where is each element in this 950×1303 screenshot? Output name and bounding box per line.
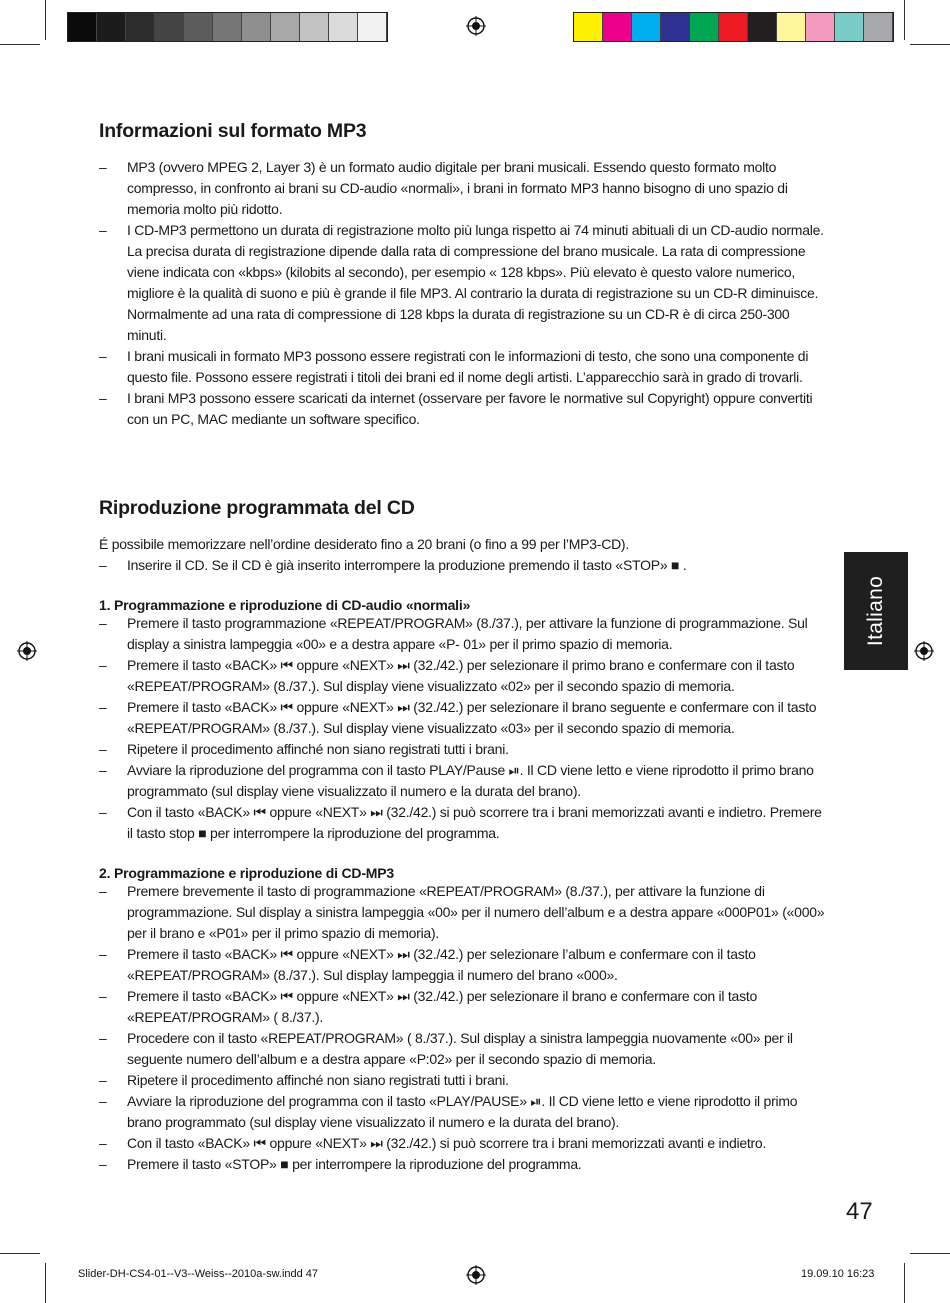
crop-mark (910, 44, 950, 45)
list-item: – Con il tasto «BACK» ⏮ oppure «NEXT» ⏭ (32./42.) si può scorrere tra i brani memorizzati avanti e indietro. Premere il tasto stop ■ per interrompere la riproduzione del programma. (99, 802, 826, 844)
list-item: – I brani musicali in formato MP3 possono essere registrati con le informazioni di testo, che sono una componente di questo file. Possono essere registrati i titoli dei brani ed il nome degli artisti. L’apparecchio sarà in grado di trovarli. (99, 346, 826, 388)
language-side-tab (844, 552, 908, 670)
cmyk-color-bar (573, 12, 894, 42)
intro-list (99, 555, 826, 576)
list-item: – Premere brevemente il tasto di programmazione «REPEAT/PROGRAM» (8./37.), per attivare la funzione di programmazione. Sul display a sinistra lampeggia «00» per il numero dell’album e a destra appare «000P01» («000» per il brano e «P01» per il primo spazio di memoria). (99, 881, 826, 944)
crop-mark (904, 1263, 905, 1303)
crop-mark (0, 44, 40, 45)
color-swatch (97, 13, 126, 41)
list-item: – I brani MP3 possono essere scaricati da internet (osservare per favore le normative sul Copyright) oppure convertiti con un PC, MAC mediante un software specifico. (99, 388, 826, 430)
registration-mark-icon (17, 641, 37, 661)
color-swatch (329, 13, 358, 41)
color-swatch (806, 13, 835, 41)
crop-mark (45, 1263, 46, 1303)
subsection-title: 2. Programmazione e riproduzione di CD-MP3 (99, 865, 394, 881)
intro-text: É possibile memorizzare nell’ordine desiderato fino a 20 brani (o fino a 99 per l’MP3-CD). (99, 536, 629, 552)
list-item: – Ripetere il procedimento affinché non siano registrati tutti i brani. (99, 1070, 826, 1091)
crop-mark (0, 1253, 40, 1254)
list-item: – Avviare la riproduzione del programma con il tasto PLAY/Pause ⏯. Il CD viene letto e viene riprodotto il primo brano programmato (sul display viene visualizzato il numero e la durata del brano). (99, 760, 826, 802)
list-item: – Premere il tasto «BACK» ⏮ oppure «NEXT» ⏭ (32./42.) per selezionare il brano seguente e confermare con il tasto «REPEAT/PROGRAM» (8./37.). Sul display viene visualizzato «03» per il secondo spazio di memoria. (99, 697, 826, 739)
list-item: – Inserire il CD. Se il CD è già inserito interrompere la produzione premendo il tasto «STOP» ■ . (99, 555, 826, 576)
registration-mark-icon (466, 16, 486, 36)
color-swatch (777, 13, 806, 41)
color-swatch (864, 13, 893, 41)
slug-date: 19.09.10 16:23 (801, 1268, 875, 1280)
registration-mark-icon (914, 641, 934, 661)
crop-mark (45, 0, 46, 40)
color-swatch (603, 13, 632, 41)
color-swatch (358, 13, 387, 41)
crop-mark (910, 1253, 950, 1254)
list-item: – Premere il tasto «STOP» ■ per interrompere la riproduzione del programma. (99, 1154, 826, 1175)
list-item: – I CD-MP3 permettono un durata di registrazione molto più lunga rispetto ai 74 minuti abituali di un CD-audio normale. La precisa durata di registrazione dipende dalla rata di compressione del brano musicale. La rata di compressione viene indicata con «kbps» (kilobits al secondo), per esempio « 128 kbps». Più elevato è questo valore numerico, migliore è la qualità di suono e più è grande il file MP3. Al contrario la durata di registrazione su un CD-R diminuisce. Normalmente ad una rata di compressione di 128 kbps la durata di registrazione su un CD-R è di circa 250-300 minuti. (99, 220, 826, 346)
page-number: 47 (846, 1198, 873, 1225)
language-label: Italiano (864, 575, 887, 647)
crop-mark (904, 0, 905, 40)
grayscale-color-bar (67, 12, 388, 42)
color-swatch (242, 13, 271, 41)
mp3-info-list (99, 157, 826, 430)
color-swatch (271, 13, 300, 41)
color-swatch (835, 13, 864, 41)
registration-mark-icon (466, 1265, 486, 1285)
list-item: – Avviare la riproduzione del programma con il tasto «PLAY/PAUSE» ⏯. Il CD viene letto e viene riprodotto il primo brano programmato (sul display viene visualizzato il numero e la durata del brano). (99, 1091, 826, 1133)
color-swatch (719, 13, 748, 41)
color-swatch (690, 13, 719, 41)
color-swatch (68, 13, 97, 41)
section-title: Informazioni sul formato MP3 (99, 120, 367, 142)
cd-mp3-steps-list (99, 881, 826, 1175)
section-title: Riproduzione programmata del CD (99, 497, 415, 519)
color-swatch (184, 13, 213, 41)
color-swatch (748, 13, 777, 41)
color-swatch (155, 13, 184, 41)
list-item: – Premere il tasto «BACK» ⏮ oppure «NEXT» ⏭ (32./42.) per selezionare il brano e confermare con il tasto «REPEAT/PROGRAM» ( 8./37.). (99, 986, 826, 1028)
cd-audio-steps-list (99, 613, 826, 844)
list-item: – Con il tasto «BACK» ⏮ oppure «NEXT» ⏭ (32./42.) si può scorrere tra i brani memorizzati avanti e indietro. (99, 1133, 826, 1154)
color-swatch (632, 13, 661, 41)
color-swatch (300, 13, 329, 41)
color-swatch (574, 13, 603, 41)
list-item: – Procedere con il tasto «REPEAT/PROGRAM» ( 8./37.). Sul display a sinistra lampeggia nuovamente «00» per il seguente numero dell’album e a destra appare «P:02» per il secondo spazio di memoria. (99, 1028, 826, 1070)
slug-filename: Slider-DH-CS4-01--V3--Weiss--2010a-sw.indd 47 (78, 1268, 319, 1280)
subsection-title: 1. Programmazione e riproduzione di CD-audio «normali» (99, 597, 471, 613)
list-item: – Premere il tasto programmazione «REPEAT/PROGRAM» (8./37.), per attivare la funzione di programmazione. Sul display a sinistra lampeggia «00» e a destra appare «P- 01» per il primo spazio di memoria. (99, 613, 826, 655)
color-swatch (661, 13, 690, 41)
color-swatch (126, 13, 155, 41)
list-item: – MP3 (ovvero MPEG 2, Layer 3) è un formato audio digitale per brani musicali. Essendo questo formato molto compresso, in confronto ai brani su CD-audio «normali», i brani in formato MP3 hanno bisogno di uno spazio di memoria molto più ridotto. (99, 157, 826, 220)
list-item: – Ripetere il procedimento affinché non siano registrati tutti i brani. (99, 739, 826, 760)
section-programmed-playback (99, 497, 826, 1175)
list-item: – Premere il tasto «BACK» ⏮ oppure «NEXT» ⏭ (32./42.) per selezionare l’album e confermare con il tasto «REPEAT/PROGRAM» (8./37.). Sul display lampeggia il numero del brano «000». (99, 944, 826, 986)
section-mp3-info (99, 120, 826, 430)
list-item: – Premere il tasto «BACK» ⏮ oppure «NEXT» ⏭ (32./42.) per selezionare il primo brano e confermare con il tasto «REPEAT/PROGRAM» (8./37.). Sul display viene visualizzato «02» per il secondo spazio di memoria. (99, 655, 826, 697)
color-swatch (213, 13, 242, 41)
